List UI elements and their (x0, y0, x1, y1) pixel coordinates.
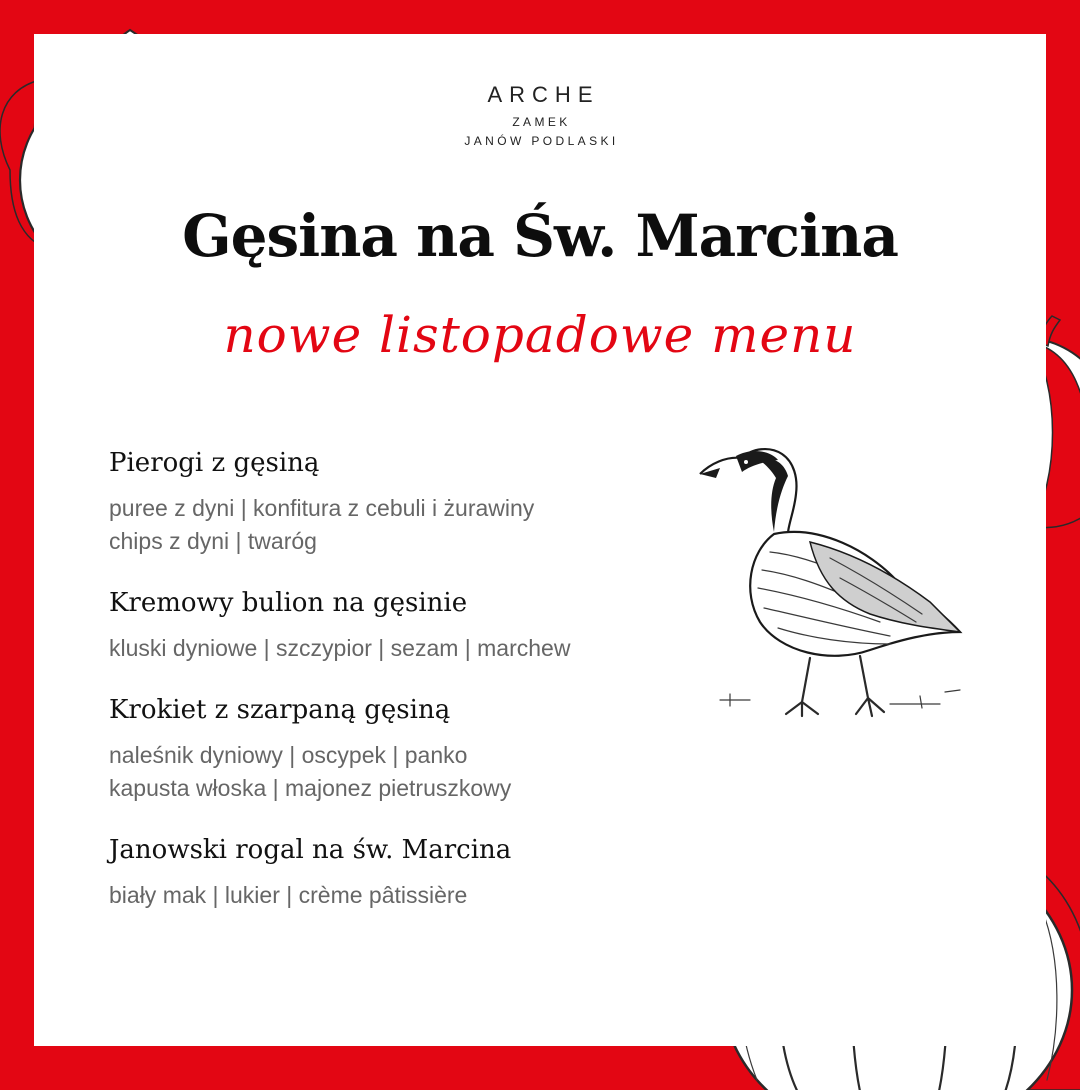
dish-name: Pierogi z gęsiną (109, 448, 320, 478)
page-title: Gęsina na Św. Marcina (182, 202, 898, 270)
dish-name: Krokiet z szarpaną gęsiną (109, 695, 451, 725)
goose-illustration (690, 402, 980, 722)
menu-item (109, 835, 689, 912)
menu-item (109, 448, 689, 558)
menu-item (109, 695, 689, 805)
dish-description-line: biały mak | lukier | crème pâtissière (109, 882, 468, 908)
dish-description-line: kapusta włoska | majonez pietruszkowy (109, 775, 512, 801)
page-subtitle: nowe listopadowe menu (223, 306, 857, 364)
brand-line-1: ZAMEK (512, 115, 571, 129)
dish-description-line: puree z dyni | konfitura z cebuli i żurawiny (109, 495, 535, 521)
dish-description-line: kluski dyniowe | szczypior | sezam | marchew (109, 635, 571, 661)
dish-name: Kremowy bulion na gęsinie (109, 588, 468, 618)
menu-card (34, 34, 1046, 1046)
brand-logo (34, 82, 1046, 148)
menu-list (109, 448, 689, 942)
dish-name: Janowski rogal na św. Marcina (109, 835, 512, 865)
dish-description-line: chips z dyni | twaróg (109, 528, 317, 554)
menu-item (109, 588, 689, 665)
brand-name: ARCHE (487, 82, 600, 107)
brand-line-2: JANÓW PODLASKI (464, 134, 619, 148)
dish-description-line: naleśnik dyniowy | oscypek | panko (109, 742, 468, 768)
